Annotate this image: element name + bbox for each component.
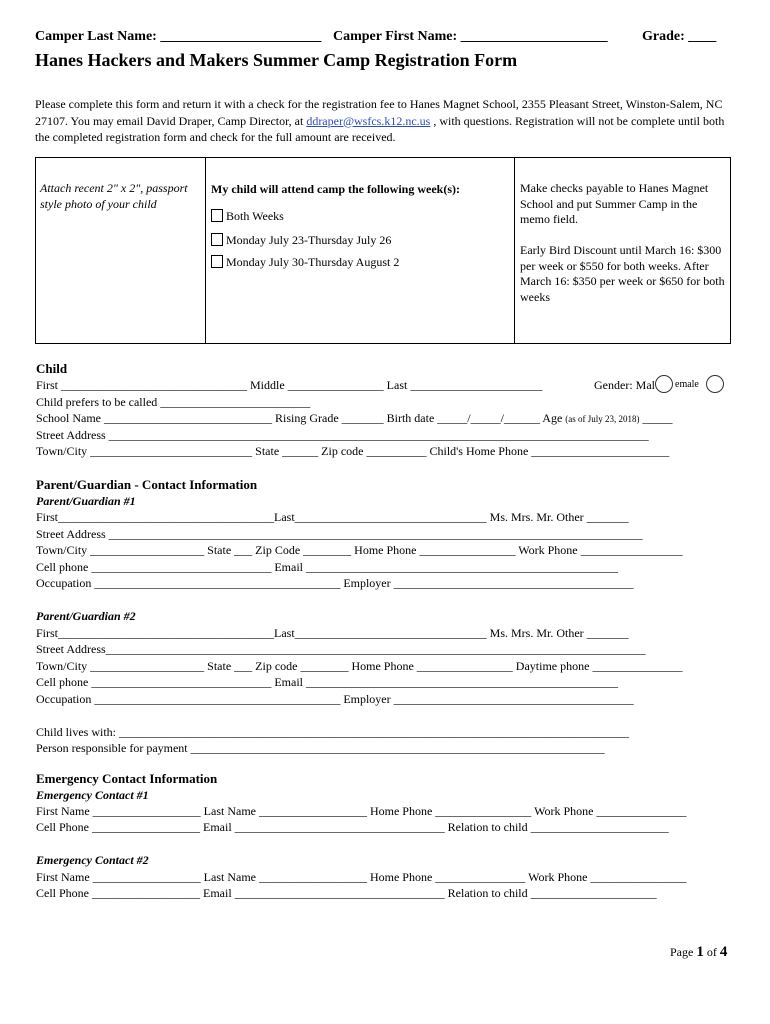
gender-label: Gender: Mal	[594, 378, 655, 392]
checkbox[interactable]	[211, 233, 223, 246]
week-label: Both Weeks	[226, 209, 284, 223]
payment-instructions: Make checks payable to Hanes Magnet School and put Summer Camp in the memo field.	[520, 181, 709, 226]
emergency2-name-line[interactable]: First Name __________________ Last Name __________________ Home Phone _______________ Work Phone ________________	[36, 870, 687, 884]
emergency1-heading: Emergency Contact #1	[36, 788, 149, 802]
emergency1-contact-line[interactable]: Cell Phone __________________ Email ___________________________________ Relation to child _______________________	[36, 820, 669, 834]
director-email-link[interactable]: ddraper@wsfcs.k12.nc.us	[306, 113, 431, 128]
child-lives-with-line[interactable]: Child lives with: _____________________________________________________________________________________	[36, 725, 630, 739]
form-title: Hanes Hackers and Makers Summer Camp Registration Form	[35, 50, 518, 70]
page-number	[670, 944, 727, 961]
intro-text: Please complete this form and return it with a check for the registration fee to Hanes Magnet School, 2355 Pleasant Street, Winston-Salem, NC 27107. You may email David Draper, Camp Director, at	[35, 97, 723, 128]
week-label: Monday July 23-Thursday July 26	[226, 233, 392, 247]
gender-male-radio[interactable]	[655, 375, 673, 393]
child-address-line[interactable]: Street Address __________________________________________________________________________________________	[36, 428, 649, 442]
emergency1-name-line[interactable]: First Name __________________ Last Name __________________ Home Phone ________________ Work Phone _______________	[36, 804, 687, 818]
table-divider	[514, 158, 515, 343]
parent1-contact-line[interactable]: Cell phone ______________________________ Email ____________________________________________________	[36, 560, 618, 574]
parent2-name-line[interactable]: First____________________________________Last________________________________ Ms. Mrs. Mr. Other _______	[36, 626, 629, 640]
camper-last-name-field[interactable]: Camper Last Name: _______________________	[35, 29, 322, 44]
emergency2-heading: Emergency Contact #2	[36, 853, 149, 867]
page-current: 1	[696, 944, 704, 960]
table-divider	[205, 158, 206, 343]
parent1-name-line[interactable]: First____________________________________Last________________________________ Ms. Mrs. Mr. Other _______	[36, 510, 629, 524]
checkbox[interactable]	[211, 209, 223, 222]
intro-text-2: , with questions. Registration will not be complete until both the completed registration form and check for the full amount are received.	[35, 113, 725, 144]
emergency-heading: Emergency Contact Information	[36, 771, 218, 786]
page-of: of	[703, 945, 720, 959]
school-text: School Name ____________________________ Rising Grade _______ Birth date _____/_____/______ Age	[36, 411, 566, 425]
week-option-1[interactable]	[211, 233, 391, 249]
school-line[interactable]	[36, 411, 673, 426]
photo-placeholder[interactable]: Attach recent 2" x 2", passport style photo of your child	[40, 181, 188, 211]
age-blank: _____	[639, 411, 673, 425]
week-option-2[interactable]	[211, 255, 399, 271]
grade-field[interactable]: Grade: ____	[642, 29, 717, 44]
parent-heading: Parent/Guardian - Contact Information	[36, 477, 258, 492]
checkbox[interactable]	[211, 255, 223, 268]
parent2-contact-line[interactable]: Cell phone ______________________________ Email ____________________________________________________	[36, 675, 618, 689]
child-preferred-name-line[interactable]: Child prefers to be called _________________________	[36, 395, 311, 409]
page-label: Page	[670, 945, 697, 959]
discount-info: Early Bird Discount until March 16: $300 per week or $550 for both weeks. After March 16: $350 per week or $650 for both weeks	[520, 243, 725, 304]
parent2-address-line[interactable]: Street Address__________________________________________________________________________________________	[36, 642, 646, 656]
parent1-occupation-line[interactable]: Occupation _________________________________________ Employer ________________________________________	[36, 576, 634, 590]
camper-first-name-field[interactable]: Camper First Name: _____________________	[333, 29, 608, 44]
parent1-town-line[interactable]: Town/City ___________________ State ___ Zip Code ________ Home Phone ________________ Work Phone _________________	[36, 543, 683, 557]
child-name-line[interactable]: First _______________________________ Middle ________________ Last ______________________	[36, 378, 543, 392]
child-town-line[interactable]: Town/City ___________________________ State ______ Zip code __________ Child's Home Phone _______________________	[36, 444, 670, 458]
emergency2-contact-line[interactable]: Cell Phone __________________ Email ___________________________________ Relation to child _____________________	[36, 886, 657, 900]
page-total: 4	[719, 944, 728, 960]
week-option-both[interactable]	[211, 209, 284, 225]
weeks-heading: My child will attend camp the following week(s):	[211, 182, 460, 196]
intro-paragraph	[35, 96, 735, 146]
week-label: Monday July 30-Thursday August 2	[226, 255, 400, 269]
gender-female-label: emale	[675, 379, 699, 390]
child-heading: Child	[36, 361, 68, 376]
age-note: (as of July 23, 2018)	[565, 414, 640, 424]
payment-responsible-line[interactable]: Person responsible for payment _____________________________________________________________________	[36, 741, 605, 755]
info-table	[35, 157, 731, 344]
gender-female-radio[interactable]	[706, 375, 724, 393]
parent2-town-line[interactable]: Town/City ___________________ State ___ Zip code ________ Home Phone ________________ Daytime phone _______________	[36, 659, 683, 673]
parent1-address-line[interactable]: Street Address _________________________________________________________________________________________	[36, 527, 643, 541]
parent1-heading: Parent/Guardian #1	[36, 494, 136, 508]
parent2-occupation-line[interactable]: Occupation _________________________________________ Employer ________________________________________	[36, 692, 634, 706]
parent2-heading: Parent/Guardian #2	[36, 609, 136, 623]
